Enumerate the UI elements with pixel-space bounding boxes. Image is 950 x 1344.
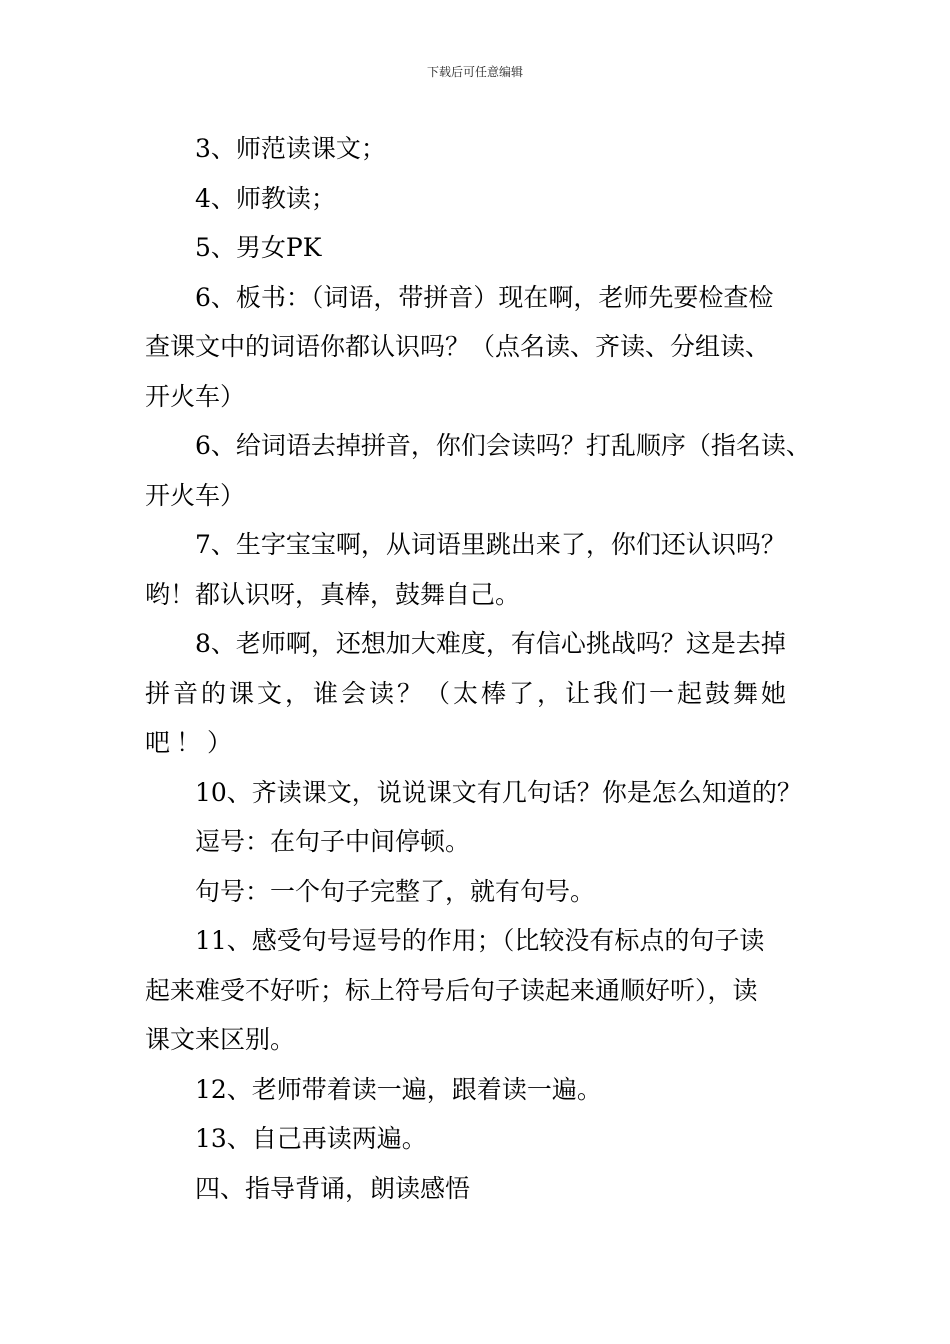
text-line: 句号：一个句子完整了，就有句号。 [195,876,596,906]
text-line: 11、感受句号逗号的作用；（比较没有标点的句子读 [195,926,765,955]
text-line: 吧！） [145,728,239,757]
text-line: 12、老师带着读一遍，跟着读一遍。 [195,1074,602,1104]
text-line: 10、齐读课文，说说课文有几句话？你是怎么知道的？ [195,777,802,807]
paragraph-6-board [145,273,810,422]
text-line: 课文来区别。 [145,1025,296,1054]
paragraph-13 [145,1114,810,1164]
text-line: 逗号：在句子中间停顿。 [195,827,471,856]
text-line: 拼音的课文，谁会读？（太棒了，让我们一起鼓舞她 [145,678,790,708]
paragraph-3 [145,124,810,174]
section-heading-4 [145,1164,810,1214]
text-line: 3、师范读课文； [195,134,386,163]
text-line: 开火车） [145,480,246,510]
paragraph-6-remove-pinyin [145,421,810,520]
text-line: 查课文中的词语你都认识吗？（点名读、齐读、分组读、 [145,332,771,361]
paragraph-period [145,867,810,917]
document-body [145,124,810,1213]
paragraph-5 [145,223,810,273]
text-line: 6、板书：（词语，带拼音）现在啊，老师先要检查检 [195,282,774,312]
text-line: 7、生字宝宝啊，从词语里跳出来了，你们还认识吗？ [195,530,786,559]
text-line: 5、男女PK [195,233,322,262]
page-header: 下载后可任意编辑 [426,65,523,79]
paragraph-comma [145,817,810,867]
text-line: 开火车） [145,381,246,411]
paragraph-10 [145,768,810,818]
text-line: 6、给词语去掉拼音，你们会读吗？打乱顺序（指名读、 [195,431,811,460]
paragraph-7 [145,520,810,619]
paragraph-4 [145,174,810,224]
paragraph-11 [145,916,810,1065]
text-line: 起来难受不好听；标上符号后句子读起来通顺好听），读 [145,975,758,1005]
text-line: 四、指导背诵，朗读感悟 [195,1173,471,1203]
paragraph-8 [145,619,810,768]
paragraph-12 [145,1065,810,1115]
text-line: 8、老师啊，还想加大难度，有信心挑战吗？这是去掉 [195,629,786,658]
text-line: 4、师教读； [195,183,336,213]
text-line: 哟！都认识呀，真棒，鼓舞自己。 [145,579,521,609]
text-line: 13、自己再读两遍。 [195,1124,427,1153]
